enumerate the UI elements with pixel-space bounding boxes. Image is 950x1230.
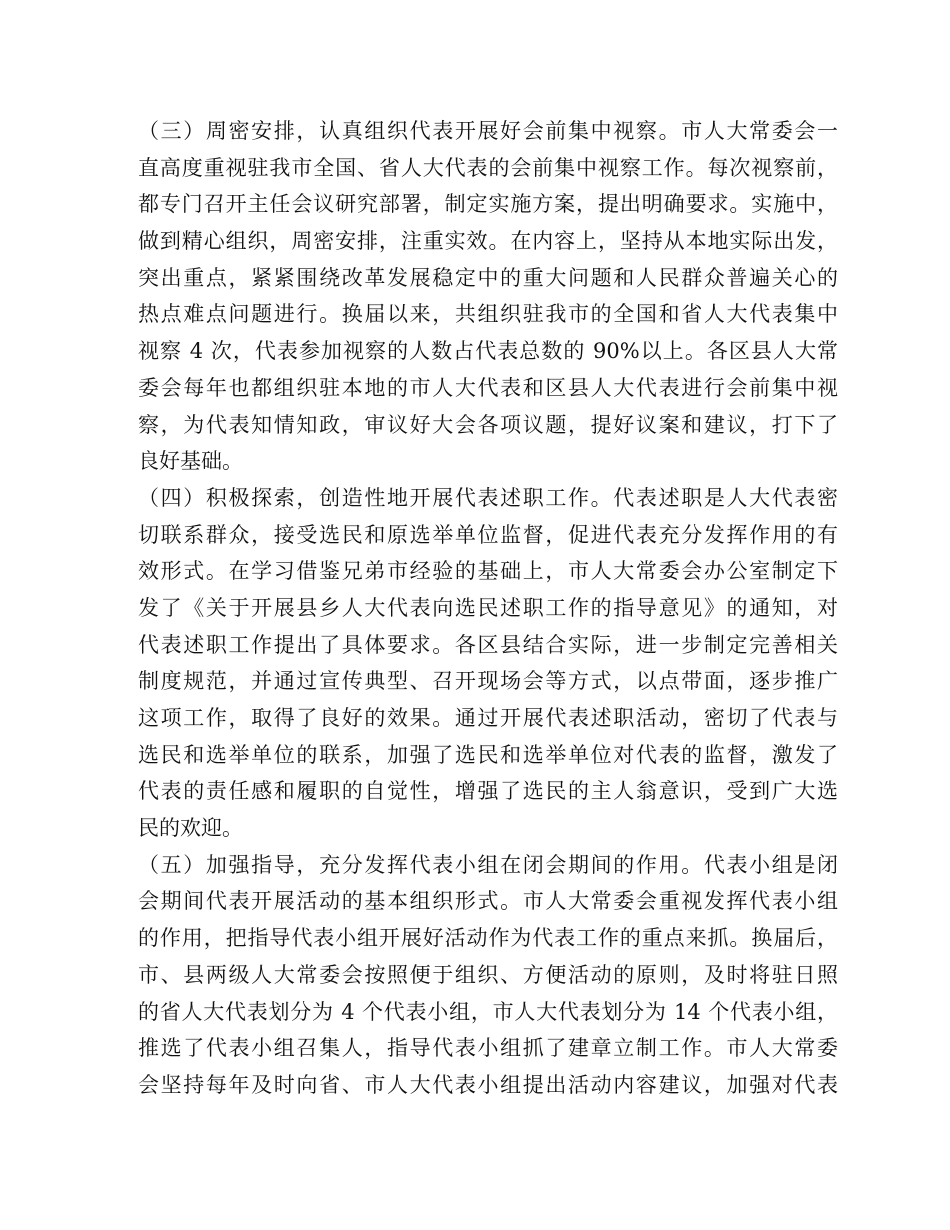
- text-line: 察，为代表知情知政，审议好大会各项议题，提好议案和建议，打下了: [138, 412, 838, 437]
- document-body: [138, 113, 838, 1104]
- text-line: 切联系群众，接受选民和原选举单位监督，促进代表充分发挥作用的有: [138, 522, 838, 547]
- text-line: 发了《关于开展县乡人大代表向选民述职工作的指导意见》的通知，对: [138, 595, 838, 620]
- text-line: 都专门召开主任会议研究部署，制定实施方案，提出明确要求。实施中，: [138, 192, 838, 217]
- text-line: 良好基础。: [138, 449, 243, 474]
- text-line: 民的欢迎。: [138, 816, 243, 841]
- text-line: 突出重点，紧紧围绕改革发展稳定中的重大问题和人民群众普遍关心的: [138, 265, 838, 290]
- text-line: 做到精心组织，周密安排，注重实效。在内容上，坚持从本地实际出发，: [138, 229, 838, 254]
- text-line: 委会每年也都组织驻本地的市人大代表和区县人大代表进行会前集中视: [138, 375, 838, 400]
- text-line: （四）积极探索，创造性地开展代表述职工作。代表述职是人大代表密: [138, 485, 838, 510]
- text-line: （三）周密安排，认真组织代表开展好会前集中视察。市人大常委会一: [138, 119, 838, 143]
- text-line: 会坚持每年及时向省、市人大代表小组提出活动内容建议，加强对代表: [138, 1072, 838, 1097]
- text-line: 代表的责任感和履职的自觉性，增强了选民的主人翁意识，受到广大选: [138, 779, 838, 804]
- paragraph-section-3: [138, 113, 838, 480]
- paragraph-section-5: [138, 847, 838, 1104]
- text-line: 市、县两级人大常委会按照便于组织、方便活动的原则，及时将驻日照: [138, 962, 838, 987]
- text-line: （五）加强指导，充分发挥代表小组在闭会期间的作用。代表小组是闭: [138, 852, 838, 877]
- text-line: 热点难点问题进行。换届以来，共组织驻我市的全国和省人大代表集中: [138, 302, 838, 327]
- text-line: 视察 4 次，代表参加视察的人数占代表总数的 90%以上。各区县人大常: [138, 339, 838, 364]
- text-line: 这项工作，取得了良好的效果。通过开展代表述职活动，密切了代表与: [138, 706, 838, 730]
- text-line: 会期间代表开展活动的基本组织形式。市人大常委会重视发挥代表小组: [138, 889, 838, 914]
- text-line: 效形式。在学习借鉴兄弟市经验的基础上，市人大常委会办公室制定下: [138, 559, 838, 584]
- text-line: 选民和选举单位的联系，加强了选民和选举单位对代表的监督，激发了: [138, 742, 838, 767]
- text-line: 代表述职工作提出了具体要求。各区县结合实际，进一步制定完善相关: [138, 632, 838, 657]
- text-line: 推选了代表小组召集人，指导代表小组抓了建章立制工作。市人大常委: [138, 1036, 838, 1061]
- text-line: 直高度重视驻我市全国、省人大代表的会前集中视察工作。每次视察前，: [138, 155, 838, 180]
- text-line: 的作用，把指导代表小组开展好活动作为代表工作的重点来抓。换届后，: [138, 926, 838, 951]
- text-line: 的省人大代表划分为 4 个代表小组，市人大代表划分为 14 个代表小组，: [138, 999, 838, 1024]
- paragraph-section-4: [138, 480, 838, 847]
- text-line: 制度规范，并通过宣传典型、召开现场会等方式，以点带面，逐步推广: [138, 669, 838, 694]
